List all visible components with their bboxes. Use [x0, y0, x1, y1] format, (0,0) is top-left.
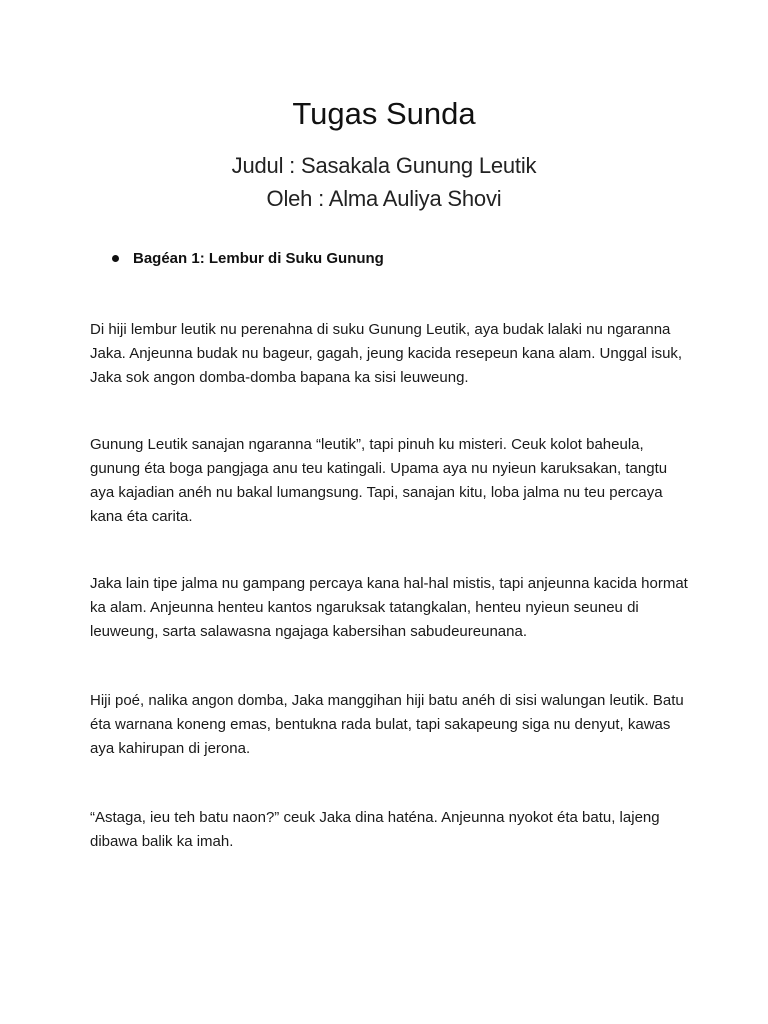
- paragraph-4: Hiji poé, nalika angon domba, Jaka manggihan hiji batu anéh di sisi walungan leutik. Batu éta warnana koneng emas, bentukna rada bulat, tapi sakapeung siga nu denyut, kawas aya kahirupan di jerona.: [90, 692, 684, 757]
- section-heading: [112, 250, 384, 267]
- paragraph-3: Jaka lain tipe jalma nu gampang percaya kana hal-hal mistis, tapi anjeunna kacida hormat ka alam. Anjeunna henteu kantos ngaruksak tatangkalan, henteu nyieun seuneu di leuweung, sarta salawasna ngajaga kabersihan sabudeureunana.: [90, 575, 688, 640]
- bullet-icon: [112, 255, 119, 262]
- author-line: Oleh : Alma Auliya Shovi: [266, 186, 502, 211]
- paragraph-1: Di hiji lembur leutik nu perenahna di suku Gunung Leutik, aya budak lalaki nu ngaranna Jaka. Anjeunna budak nu bageur, gagah, jeung kacida resepeun kana alam. Unggal isuk, Jaka sok angon domba-domba bapana ka sisi leuweung.: [90, 321, 683, 386]
- document-title: Tugas Sunda: [292, 96, 476, 131]
- section-heading-text: Bagéan 1: Lembur di Suku Gunung: [133, 250, 384, 267]
- story-title-line: Judul : Sasakala Gunung Leutik: [231, 153, 537, 178]
- paragraph-5: “Astaga, ieu teh batu naon?” ceuk Jaka dina haténa. Anjeunna nyokot éta batu, lajeng dibawa balik ka imah.: [90, 809, 660, 850]
- paragraph-2: Gunung Leutik sanajan ngaranna “leutik”, tapi pinuh ku misteri. Ceuk kolot baheula, gunung éta boga pangjaga anu teu katingali. Upama aya nu nyieun karuksakan, tangtu aya kajadian anéh nu bakal lumangsung. Tapi, sanajan kitu, loba jalma nu teu percaya kana éta carita.: [90, 436, 668, 525]
